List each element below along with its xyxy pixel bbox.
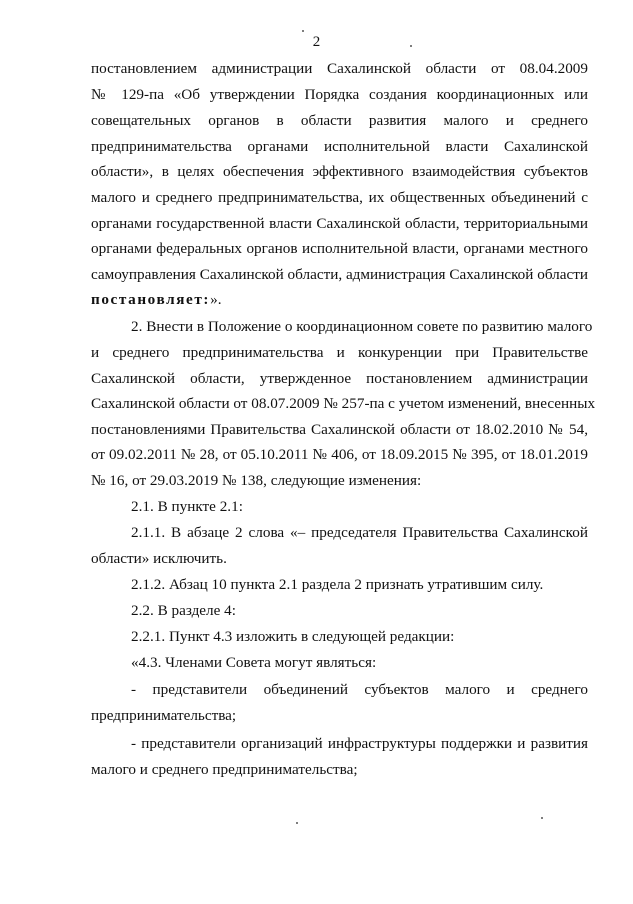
list-item: - представители объединений субъектов малого и среднего [131, 681, 588, 698]
text-line: области» исключить. [91, 550, 227, 567]
clause-line: 2.1.2. Абзац 10 пункта 2.1 раздела 2 признать утратившим силу. [131, 576, 544, 593]
clause-line: 2.2.1. Пункт 4.3 изложить в следующей редакции: [131, 628, 455, 645]
text-line: от 09.02.2011 № 28, от 05.10.2011 № 406, от 18.09.2015 № 395, от 18.01.2019 [91, 446, 588, 463]
decree-line [91, 289, 588, 311]
list-item: - представители организаций инфраструктуры поддержки и развития [131, 735, 588, 752]
clause-heading: 2.2. В разделе 4: [131, 602, 236, 619]
text-line: № 16, от 29.03.2019 № 138, следующие изменения: [91, 472, 422, 489]
scan-speck [296, 822, 298, 824]
text-line: самоуправления Сахалинской области, администрация Сахалинской области [91, 266, 588, 283]
text-line: малого и среднего предпринимательства, их общественных объединений с [91, 189, 588, 206]
scan-speck [541, 817, 543, 819]
bold-keyword: постановляет: [91, 291, 211, 308]
text-line: органами государственной власти Сахалинской области, территориальными [91, 215, 588, 232]
text-line: Сахалинской области, утвержденное постановлением администрации [91, 370, 588, 387]
clause-heading: 2.1. В пункте 2.1: [131, 498, 243, 515]
text-line: совещательных органов в области развития малого и среднего [91, 112, 588, 129]
text-line: предпринимательства; [91, 707, 237, 724]
scan-speck [302, 30, 304, 32]
text-line: области», в целях обеспечения эффективного взаимодействия субъектов [91, 163, 588, 180]
page-number: 2 [312, 34, 321, 50]
text-line: предпринимательства органами исполнительной власти Сахалинской [91, 138, 588, 155]
text-line: постановлениями Правительства Сахалинской области от 18.02.2010 № 54, [91, 421, 588, 438]
paragraph-start: 2.1.1. В абзаце 2 слова «– председателя Правительства Сахалинской [131, 524, 588, 541]
text-line: № 129-па «Об утверждении Порядка создания координационных или [91, 86, 588, 103]
text-line: и среднего предпринимательства и конкуренции при Правительстве [91, 344, 588, 361]
text-line: постановлением администрации Сахалинской области от 08.04.2009 [91, 60, 588, 77]
text-line: органами федеральных органов исполнительной власти, органами местного [91, 240, 588, 257]
paragraph-start: 2. Внести в Положение о координационном совете по развитию малого [131, 318, 593, 335]
text-line: Сахалинской области от 08.07.2009 № 257-па с учетом изменений, внесенных [91, 395, 596, 412]
scan-speck [410, 45, 412, 47]
text-line: малого и среднего предпринимательства; [91, 761, 358, 778]
bold-tail: ». [210, 291, 222, 308]
clause-line: «4.3. Членами Совета могут являться: [131, 654, 377, 671]
